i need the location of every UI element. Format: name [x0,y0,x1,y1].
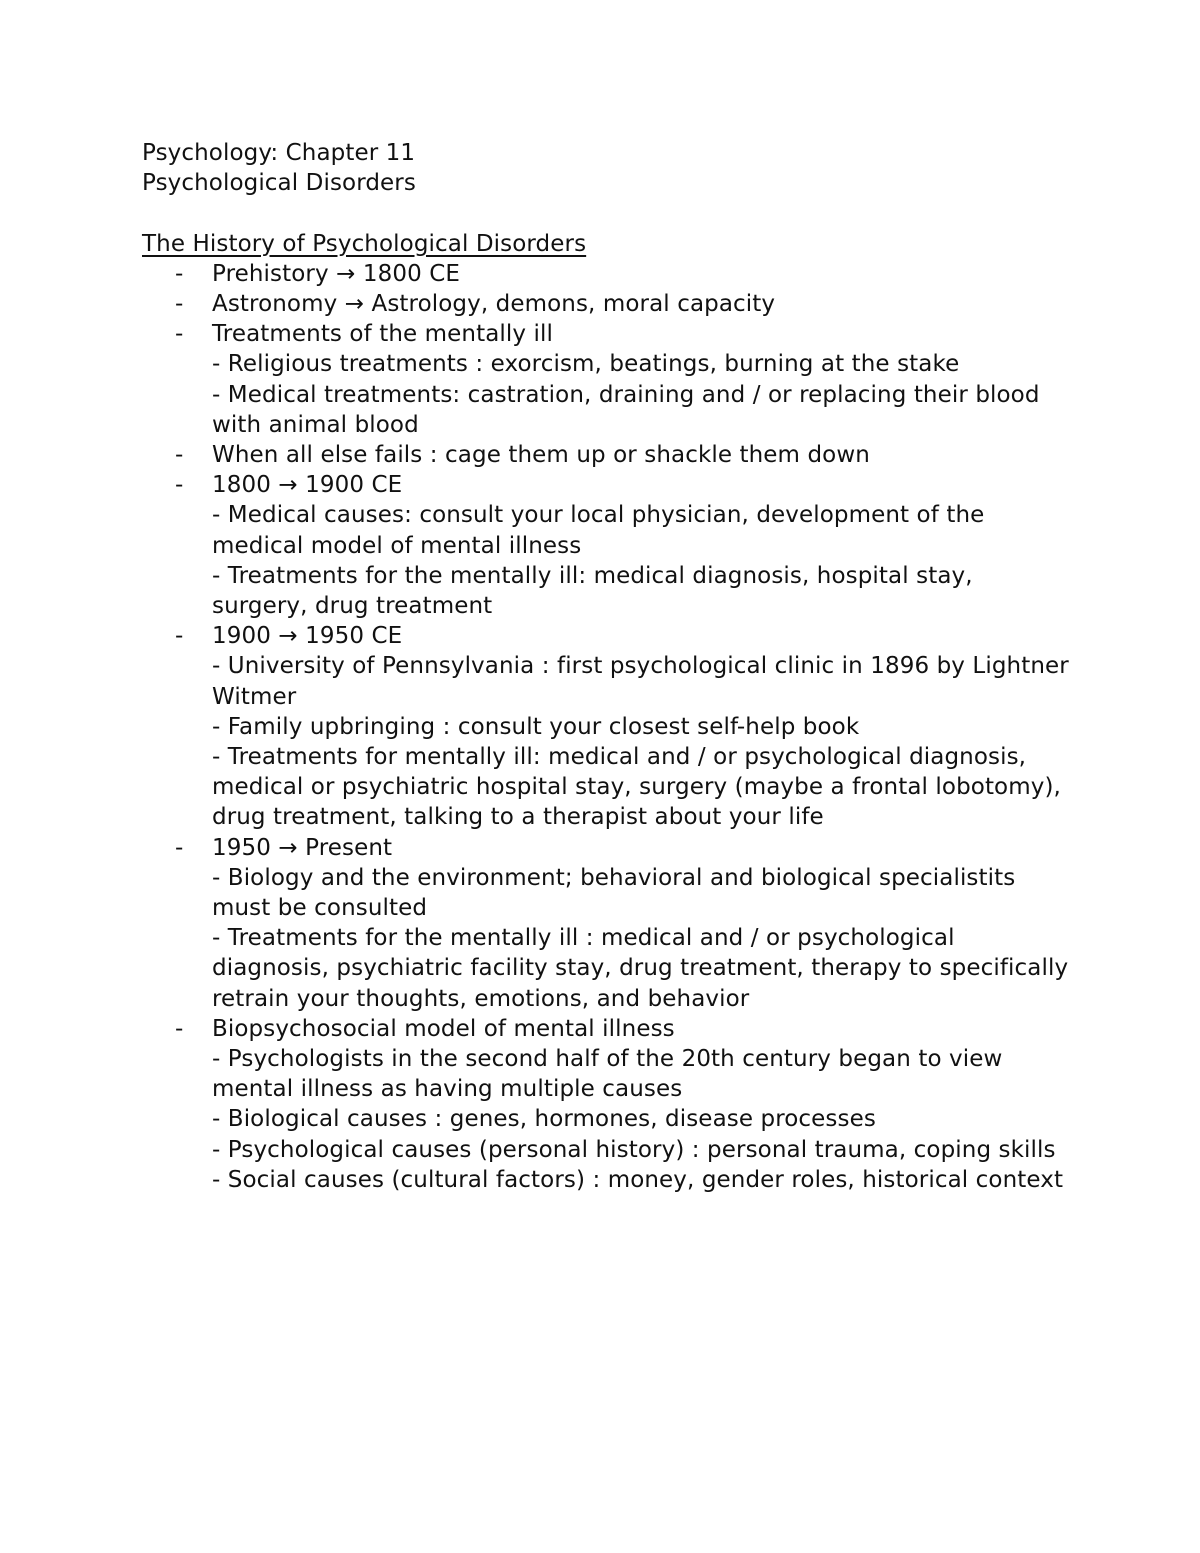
bullet-text: When all else fails : cage them up or shackle them down [212,442,870,469]
sub-point: - Social causes (cultural factors) : money, gender roles, historical context [212,1166,1064,1193]
sub-point: - Treatments for the mentally ill: medical diagnosis, hospital stay, surgery, drug treatment [212,562,973,620]
sub-point: - Biology and the environment; behavioral and biological specialistits must be consulted [212,864,1016,922]
bullet-item [142,319,1072,440]
bullet-text: 1800 → 1900 CE [212,472,403,499]
sub-point: - Religious treatments : exorcism, beatings, burning at the stake [212,351,960,378]
sub-point: - Psychologists in the second half of the 20th century began to view mental illness as having multiple causes [212,1046,1003,1103]
bullet-text: Astronomy → Astrology, demons, moral capacity [212,291,776,317]
bullet-text: Biopsychosocial model of mental illness [212,1015,675,1042]
bullet-text: 1900 → 1950 CE [212,623,403,650]
bullet-item [142,1014,1072,1195]
bullet-item [142,259,1072,289]
bullet-item [142,621,1072,832]
sub-point: - Treatments for the mentally ill : medical and / or psychological diagnosis, psychiatric facility stay, drug treatment, therapy to specifically retrain your thoughts, emotions, and behavior [212,925,1069,1012]
bullet-list [142,259,1072,1195]
bullet-item [142,440,1072,470]
sub-point: - Family upbringing : consult your closest self-help book [212,713,860,740]
chapter-title: Psychological Disorders [142,170,416,197]
sub-point: - Treatments for mentally ill: medical and / or psychological diagnosis, medical or psychiatric hospital stay, surgery (maybe a frontal lobotomy), drug treatment, talking to a therapist about your life [212,744,1061,831]
sub-point: - University of Pennsylvania : first psychological clinic in 1896 by Lightner Witmer [212,653,1069,710]
blank-line [142,198,1072,228]
bullet-item [142,833,1072,1014]
sub-point: - Biological causes : genes, hormones, disease processes [212,1106,876,1133]
sub-point: - Medical treatments: castration, draining and / or replacing their blood with animal blood [212,381,1040,438]
bullet-item [142,289,1072,319]
sub-point: - Medical causes: consult your local physician, development of the medical model of mental illness [212,502,985,559]
sub-point: - Psychological causes (personal history) : personal trauma, coping skills [212,1136,1056,1163]
bullet-text: Treatments of the mentally ill [212,321,553,348]
bullet-item [142,470,1072,621]
document-body [142,138,1072,1195]
bullet-text: Prehistory → 1800 CE [212,260,461,287]
bullet-text: 1950 → Present [212,834,393,861]
course-title: Psychology: Chapter 11 [142,140,416,166]
section-heading: The History of Psychological Disorders [142,230,587,257]
